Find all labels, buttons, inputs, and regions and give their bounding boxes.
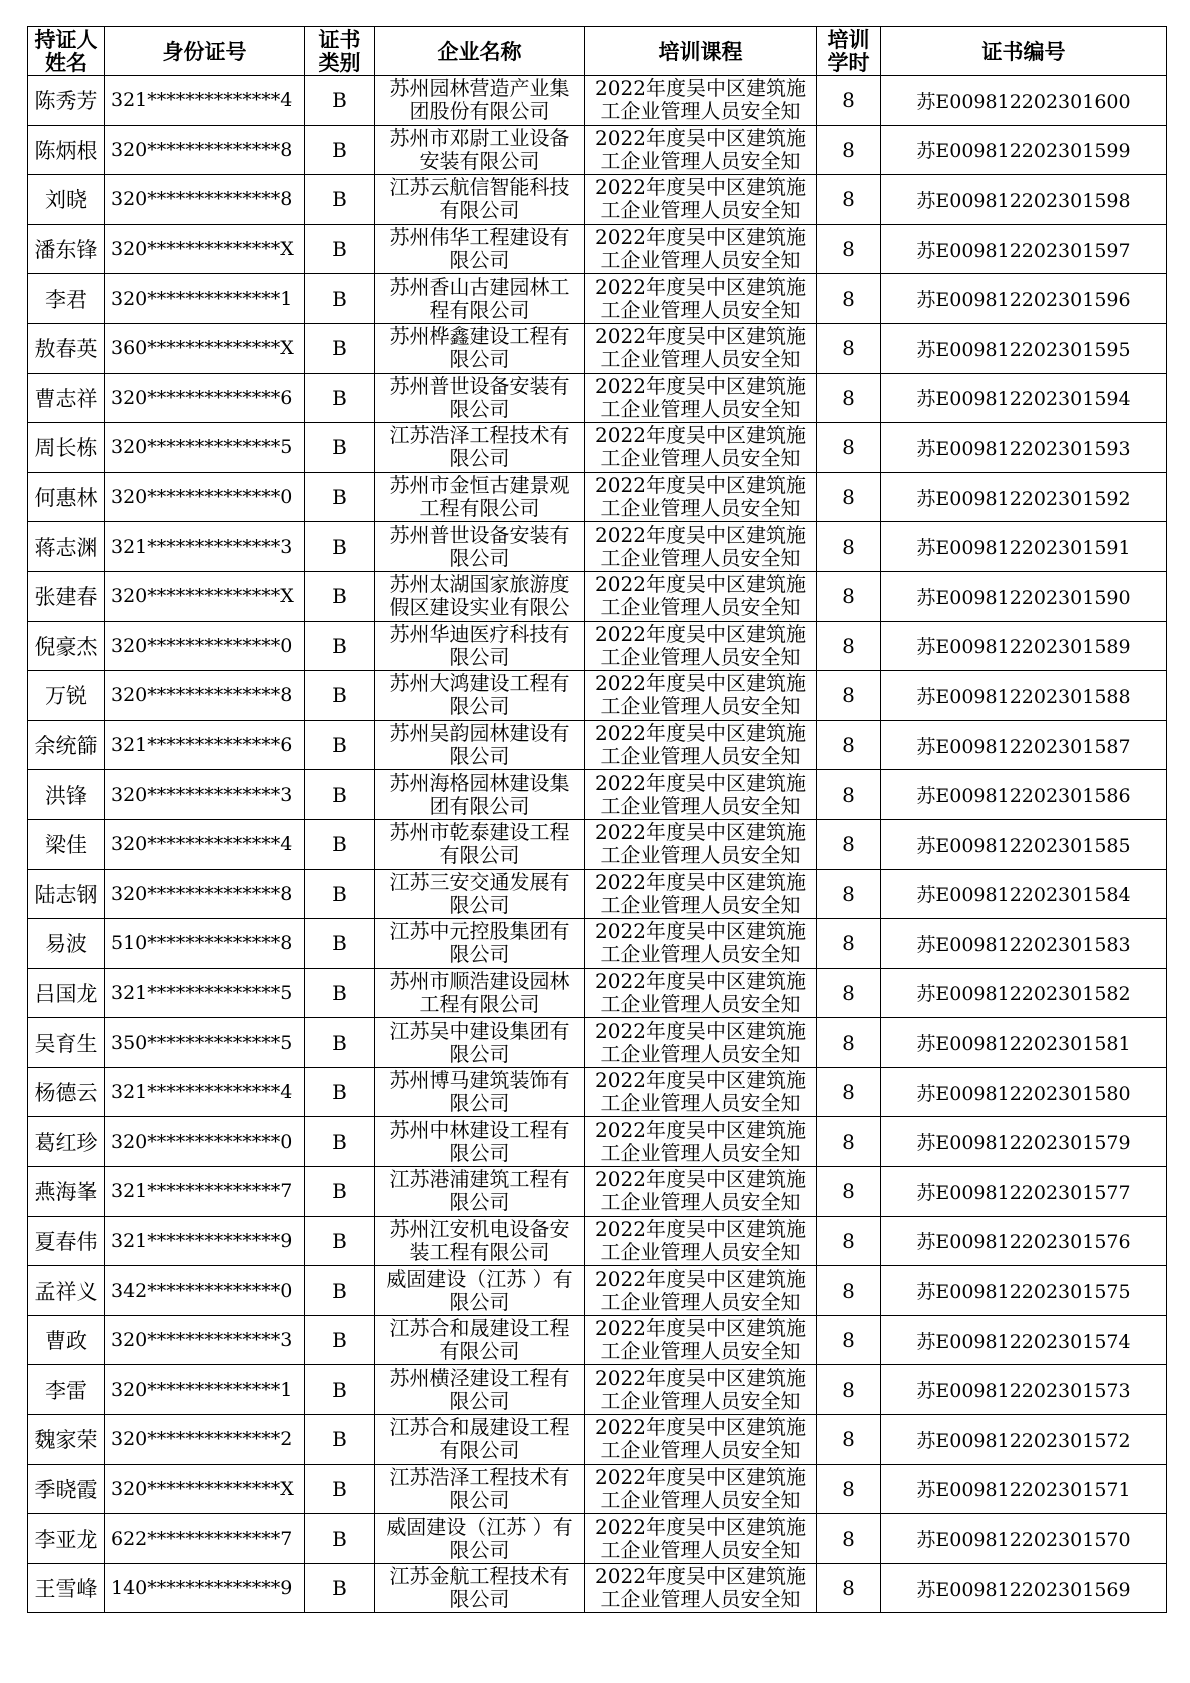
- table-row: [28, 224, 1167, 274]
- holder-name: 易波: [28, 919, 105, 969]
- cert-type: B: [305, 125, 375, 175]
- cert-type: B: [305, 175, 375, 225]
- id-number: 320**************8: [105, 175, 305, 225]
- company-name: 江苏中元控股集团有 限公司: [375, 919, 585, 969]
- holder-name: 燕海峯: [28, 1167, 105, 1217]
- training-course: 2022年度吴中区建筑施 工企业管理人员安全知: [585, 919, 817, 969]
- training-course: 2022年度吴中区建筑施 工企业管理人员安全知: [585, 1216, 817, 1266]
- id-number: 360**************X: [105, 323, 305, 373]
- training-course: 2022年度吴中区建筑施 工企业管理人员安全知: [585, 522, 817, 572]
- company-name: 江苏合和晟建设工程 有限公司: [375, 1415, 585, 1465]
- id-number: 320**************0: [105, 472, 305, 522]
- training-course: 2022年度吴中区建筑施 工企业管理人员安全知: [585, 373, 817, 423]
- cert-type: B: [305, 571, 375, 621]
- cert-type: B: [305, 1563, 375, 1613]
- training-hours: 8: [817, 1415, 881, 1465]
- company-name: 威固建设（江苏 ）有 限公司: [375, 1266, 585, 1316]
- cert-number: 苏E009812202301588: [881, 671, 1167, 721]
- table-row: [28, 1167, 1167, 1217]
- cert-type: B: [305, 819, 375, 869]
- id-number: 140**************9: [105, 1563, 305, 1613]
- cert-number: 苏E009812202301590: [881, 571, 1167, 621]
- cert-number: 苏E009812202301575: [881, 1266, 1167, 1316]
- training-course: 2022年度吴中区建筑施 工企业管理人员安全知: [585, 1464, 817, 1514]
- table-row: [28, 522, 1167, 572]
- cert-type: B: [305, 1415, 375, 1465]
- training-course: 2022年度吴中区建筑施 工企业管理人员安全知: [585, 571, 817, 621]
- company-name: 江苏浩泽工程技术有 限公司: [375, 1464, 585, 1514]
- training-hours: 8: [817, 1216, 881, 1266]
- id-number: 320**************X: [105, 571, 305, 621]
- cert-number: 苏E009812202301586: [881, 770, 1167, 820]
- table-row: [28, 1415, 1167, 1465]
- cert-type: B: [305, 522, 375, 572]
- table-row: [28, 373, 1167, 423]
- id-number: 320**************3: [105, 770, 305, 820]
- id-number: 320**************1: [105, 1365, 305, 1415]
- company-name: 苏州博马建筑装饰有 限公司: [375, 1067, 585, 1117]
- training-hours: 8: [817, 1365, 881, 1415]
- training-hours: 8: [817, 1464, 881, 1514]
- training-course: 2022年度吴中区建筑施 工企业管理人员安全知: [585, 770, 817, 820]
- id-number: 320**************6: [105, 373, 305, 423]
- cert-number: 苏E009812202301598: [881, 175, 1167, 225]
- training-course: 2022年度吴中区建筑施 工企业管理人员安全知: [585, 472, 817, 522]
- holder-name: 蒋志渊: [28, 522, 105, 572]
- cert-number: 苏E009812202301591: [881, 522, 1167, 572]
- company-name: 苏州市邓尉工业设备 安装有限公司: [375, 125, 585, 175]
- id-number: 320**************5: [105, 423, 305, 473]
- table-row: [28, 274, 1167, 324]
- table-row: [28, 1563, 1167, 1613]
- training-hours: 8: [817, 373, 881, 423]
- company-name: 江苏金航工程技术有 限公司: [375, 1563, 585, 1613]
- cert-number: 苏E009812202301574: [881, 1315, 1167, 1365]
- cert-type: B: [305, 76, 375, 126]
- training-course: 2022年度吴中区建筑施 工企业管理人员安全知: [585, 175, 817, 225]
- training-course: 2022年度吴中区建筑施 工企业管理人员安全知: [585, 968, 817, 1018]
- table-row: [28, 323, 1167, 373]
- table-row: [28, 869, 1167, 919]
- cert-number: 苏E009812202301572: [881, 1415, 1167, 1465]
- training-course: 2022年度吴中区建筑施 工企业管理人员安全知: [585, 1117, 817, 1167]
- training-course: 2022年度吴中区建筑施 工企业管理人员安全知: [585, 323, 817, 373]
- table-row: [28, 423, 1167, 473]
- table-row: [28, 1315, 1167, 1365]
- training-course: 2022年度吴中区建筑施 工企业管理人员安全知: [585, 1266, 817, 1316]
- cert-number: 苏E009812202301587: [881, 720, 1167, 770]
- cert-type: B: [305, 1266, 375, 1316]
- training-course: 2022年度吴中区建筑施 工企业管理人员安全知: [585, 76, 817, 126]
- id-number: 320**************2: [105, 1415, 305, 1465]
- company-name: 苏州中林建设工程有 限公司: [375, 1117, 585, 1167]
- company-name: 江苏浩泽工程技术有 限公司: [375, 423, 585, 473]
- holder-name: 张建春: [28, 571, 105, 621]
- holder-name: 潘东锋: [28, 224, 105, 274]
- cert-type: B: [305, 1315, 375, 1365]
- training-hours: 8: [817, 472, 881, 522]
- holder-name: 刘晓: [28, 175, 105, 225]
- training-hours: 8: [817, 671, 881, 721]
- table-row: [28, 720, 1167, 770]
- id-number: 321**************3: [105, 522, 305, 572]
- cert-number: 苏E009812202301584: [881, 869, 1167, 919]
- training-hours: 8: [817, 274, 881, 324]
- table-row: [28, 76, 1167, 126]
- training-course: 2022年度吴中区建筑施 工企业管理人员安全知: [585, 819, 817, 869]
- cert-number: 苏E009812202301597: [881, 224, 1167, 274]
- table-row: [28, 621, 1167, 671]
- holder-name: 魏家荣: [28, 1415, 105, 1465]
- cert-number: 苏E009812202301593: [881, 423, 1167, 473]
- cert-number: 苏E009812202301596: [881, 274, 1167, 324]
- id-number: 321**************6: [105, 720, 305, 770]
- cert-number: 苏E009812202301589: [881, 621, 1167, 671]
- cert-number: 苏E009812202301570: [881, 1514, 1167, 1564]
- holder-name: 陈秀芳: [28, 76, 105, 126]
- table-row: [28, 571, 1167, 621]
- cert-type: B: [305, 373, 375, 423]
- table-row: [28, 1018, 1167, 1068]
- id-number: 510**************8: [105, 919, 305, 969]
- id-number: 320**************8: [105, 671, 305, 721]
- header-id-number: 身份证号: [105, 27, 305, 76]
- holder-name: 万锐: [28, 671, 105, 721]
- training-course: 2022年度吴中区建筑施 工企业管理人员安全知: [585, 1315, 817, 1365]
- company-name: 苏州市顺浩建设园林 工程有限公司: [375, 968, 585, 1018]
- training-hours: 8: [817, 968, 881, 1018]
- training-hours: 8: [817, 720, 881, 770]
- header-cert-type: 证书 类别: [305, 27, 375, 76]
- holder-name: 王雪峰: [28, 1563, 105, 1613]
- cert-type: B: [305, 1216, 375, 1266]
- training-hours: 8: [817, 175, 881, 225]
- cert-type: B: [305, 1117, 375, 1167]
- training-hours: 8: [817, 1514, 881, 1564]
- holder-name: 曹志祥: [28, 373, 105, 423]
- table-row: [28, 770, 1167, 820]
- company-name: 苏州吴韵园林建设有 限公司: [375, 720, 585, 770]
- training-course: 2022年度吴中区建筑施 工企业管理人员安全知: [585, 1514, 817, 1564]
- cert-type: B: [305, 472, 375, 522]
- cert-number: 苏E009812202301571: [881, 1464, 1167, 1514]
- company-name: 苏州伟华工程建设有 限公司: [375, 224, 585, 274]
- holder-name: 季晓霞: [28, 1464, 105, 1514]
- cert-number: 苏E009812202301592: [881, 472, 1167, 522]
- id-number: 320**************4: [105, 819, 305, 869]
- holder-name: 夏春伟: [28, 1216, 105, 1266]
- holder-name: 葛红珍: [28, 1117, 105, 1167]
- training-hours: 8: [817, 1018, 881, 1068]
- id-number: 320**************X: [105, 224, 305, 274]
- header-company: 企业名称: [375, 27, 585, 76]
- company-name: 苏州香山古建园林工 程有限公司: [375, 274, 585, 324]
- cert-number: 苏E009812202301600: [881, 76, 1167, 126]
- training-hours: 8: [817, 1563, 881, 1613]
- holder-name: 余统篩: [28, 720, 105, 770]
- training-course: 2022年度吴中区建筑施 工企业管理人员安全知: [585, 621, 817, 671]
- id-number: 320**************X: [105, 1464, 305, 1514]
- training-course: 2022年度吴中区建筑施 工企业管理人员安全知: [585, 1067, 817, 1117]
- id-number: 321**************4: [105, 1067, 305, 1117]
- training-hours: 8: [817, 621, 881, 671]
- training-hours: 8: [817, 1117, 881, 1167]
- company-name: 江苏港浦建筑工程有 限公司: [375, 1167, 585, 1217]
- table-row: [28, 1266, 1167, 1316]
- cert-type: B: [305, 274, 375, 324]
- holder-name: 李雷: [28, 1365, 105, 1415]
- cert-number: 苏E009812202301576: [881, 1216, 1167, 1266]
- id-number: 321**************9: [105, 1216, 305, 1266]
- cert-type: B: [305, 770, 375, 820]
- training-hours: 8: [817, 1067, 881, 1117]
- company-name: 江苏合和晟建设工程 有限公司: [375, 1315, 585, 1365]
- cert-type: B: [305, 919, 375, 969]
- table-row: [28, 919, 1167, 969]
- cert-type: B: [305, 323, 375, 373]
- id-number: 622**************7: [105, 1514, 305, 1564]
- id-number: 321**************7: [105, 1167, 305, 1217]
- holder-name: 李亚龙: [28, 1514, 105, 1564]
- training-hours: 8: [817, 76, 881, 126]
- training-hours: 8: [817, 1167, 881, 1217]
- company-name: 苏州江安机电设备安 装工程有限公司: [375, 1216, 585, 1266]
- cert-type: B: [305, 1018, 375, 1068]
- holder-name: 李君: [28, 274, 105, 324]
- training-course: 2022年度吴中区建筑施 工企业管理人员安全知: [585, 423, 817, 473]
- id-number: 320**************8: [105, 869, 305, 919]
- company-name: 威固建设（江苏 ）有 限公司: [375, 1514, 585, 1564]
- cert-number: 苏E009812202301579: [881, 1117, 1167, 1167]
- id-number: 321**************5: [105, 968, 305, 1018]
- training-course: 2022年度吴中区建筑施 工企业管理人员安全知: [585, 1415, 817, 1465]
- id-number: 320**************0: [105, 1117, 305, 1167]
- training-course: 2022年度吴中区建筑施 工企业管理人员安全知: [585, 720, 817, 770]
- training-hours: 8: [817, 1266, 881, 1316]
- cert-type: B: [305, 1167, 375, 1217]
- cert-type: B: [305, 224, 375, 274]
- company-name: 苏州普世设备安装有 限公司: [375, 373, 585, 423]
- holder-name: 何惠林: [28, 472, 105, 522]
- header-row: [28, 27, 1167, 76]
- training-hours: 8: [817, 1315, 881, 1365]
- cert-number: 苏E009812202301585: [881, 819, 1167, 869]
- company-name: 苏州园林营造产业集 团股份有限公司: [375, 76, 585, 126]
- table-row: [28, 472, 1167, 522]
- table-row: [28, 175, 1167, 225]
- cert-type: B: [305, 720, 375, 770]
- table-row: [28, 125, 1167, 175]
- training-course: 2022年度吴中区建筑施 工企业管理人员安全知: [585, 1167, 817, 1217]
- id-number: 320**************8: [105, 125, 305, 175]
- training-hours: 8: [817, 919, 881, 969]
- training-hours: 8: [817, 224, 881, 274]
- cert-type: B: [305, 423, 375, 473]
- company-name: 苏州大鸿建设工程有 限公司: [375, 671, 585, 721]
- training-hours: 8: [817, 522, 881, 572]
- table-row: [28, 1117, 1167, 1167]
- cert-number: 苏E009812202301569: [881, 1563, 1167, 1613]
- cert-number: 苏E009812202301599: [881, 125, 1167, 175]
- company-name: 苏州普世设备安装有 限公司: [375, 522, 585, 572]
- training-course: 2022年度吴中区建筑施 工企业管理人员安全知: [585, 224, 817, 274]
- cert-number: 苏E009812202301580: [881, 1067, 1167, 1117]
- company-name: 苏州太湖国家旅游度 假区建设实业有限公: [375, 571, 585, 621]
- company-name: 江苏吴中建设集团有 限公司: [375, 1018, 585, 1068]
- table-row: [28, 968, 1167, 1018]
- cert-type: B: [305, 621, 375, 671]
- header-holder-name: 持证人 姓名: [28, 27, 105, 76]
- training-course: 2022年度吴中区建筑施 工企业管理人员安全知: [585, 1018, 817, 1068]
- header-course: 培训课程: [585, 27, 817, 76]
- cert-number: 苏E009812202301594: [881, 373, 1167, 423]
- training-hours: 8: [817, 571, 881, 621]
- table-row: [28, 1216, 1167, 1266]
- cert-number: 苏E009812202301583: [881, 919, 1167, 969]
- table-row: [28, 1365, 1167, 1415]
- cert-number: 苏E009812202301581: [881, 1018, 1167, 1068]
- cert-type: B: [305, 1464, 375, 1514]
- company-name: 江苏三安交通发展有 限公司: [375, 869, 585, 919]
- training-hours: 8: [817, 423, 881, 473]
- company-name: 苏州横泾建设工程有 限公司: [375, 1365, 585, 1415]
- holder-name: 曹政: [28, 1315, 105, 1365]
- holder-name: 陆志钢: [28, 869, 105, 919]
- company-name: 苏州桦鑫建设工程有 限公司: [375, 323, 585, 373]
- holder-name: 孟祥义: [28, 1266, 105, 1316]
- holder-name: 敖春英: [28, 323, 105, 373]
- table-row: [28, 819, 1167, 869]
- certificate-table: [27, 26, 1167, 1613]
- holder-name: 陈炳根: [28, 125, 105, 175]
- training-hours: 8: [817, 869, 881, 919]
- training-course: 2022年度吴中区建筑施 工企业管理人员安全知: [585, 125, 817, 175]
- company-name: 苏州海格园林建设集 团有限公司: [375, 770, 585, 820]
- holder-name: 倪豪杰: [28, 621, 105, 671]
- header-hours: 培训 学时: [817, 27, 881, 76]
- cert-type: B: [305, 1067, 375, 1117]
- training-course: 2022年度吴中区建筑施 工企业管理人员安全知: [585, 1563, 817, 1613]
- id-number: 342**************0: [105, 1266, 305, 1316]
- holder-name: 杨德云: [28, 1067, 105, 1117]
- training-hours: 8: [817, 770, 881, 820]
- table-row: [28, 1464, 1167, 1514]
- cert-type: B: [305, 968, 375, 1018]
- cert-type: B: [305, 671, 375, 721]
- cert-number: 苏E009812202301577: [881, 1167, 1167, 1217]
- training-hours: 8: [817, 125, 881, 175]
- holder-name: 周长栋: [28, 423, 105, 473]
- cert-number: 苏E009812202301595: [881, 323, 1167, 373]
- company-name: 苏州华迪医疗科技有 限公司: [375, 621, 585, 671]
- training-course: 2022年度吴中区建筑施 工企业管理人员安全知: [585, 671, 817, 721]
- company-name: 苏州市乾泰建设工程 有限公司: [375, 819, 585, 869]
- header-cert-number: 证书编号: [881, 27, 1167, 76]
- cert-type: B: [305, 1365, 375, 1415]
- holder-name: 吕国龙: [28, 968, 105, 1018]
- company-name: 江苏云航信智能科技 有限公司: [375, 175, 585, 225]
- cert-number: 苏E009812202301582: [881, 968, 1167, 1018]
- training-course: 2022年度吴中区建筑施 工企业管理人员安全知: [585, 1365, 817, 1415]
- cert-type: B: [305, 869, 375, 919]
- id-number: 320**************3: [105, 1315, 305, 1365]
- id-number: 320**************0: [105, 621, 305, 671]
- id-number: 320**************1: [105, 274, 305, 324]
- cert-number: 苏E009812202301573: [881, 1365, 1167, 1415]
- id-number: 350**************5: [105, 1018, 305, 1068]
- holder-name: 梁佳: [28, 819, 105, 869]
- id-number: 321**************4: [105, 76, 305, 126]
- holder-name: 吴育生: [28, 1018, 105, 1068]
- company-name: 苏州市金恒古建景观 工程有限公司: [375, 472, 585, 522]
- table-row: [28, 1514, 1167, 1564]
- training-hours: 8: [817, 819, 881, 869]
- training-hours: 8: [817, 323, 881, 373]
- holder-name: 洪锋: [28, 770, 105, 820]
- training-course: 2022年度吴中区建筑施 工企业管理人员安全知: [585, 869, 817, 919]
- cert-type: B: [305, 1514, 375, 1564]
- table-row: [28, 671, 1167, 721]
- table-row: [28, 1067, 1167, 1117]
- training-course: 2022年度吴中区建筑施 工企业管理人员安全知: [585, 274, 817, 324]
